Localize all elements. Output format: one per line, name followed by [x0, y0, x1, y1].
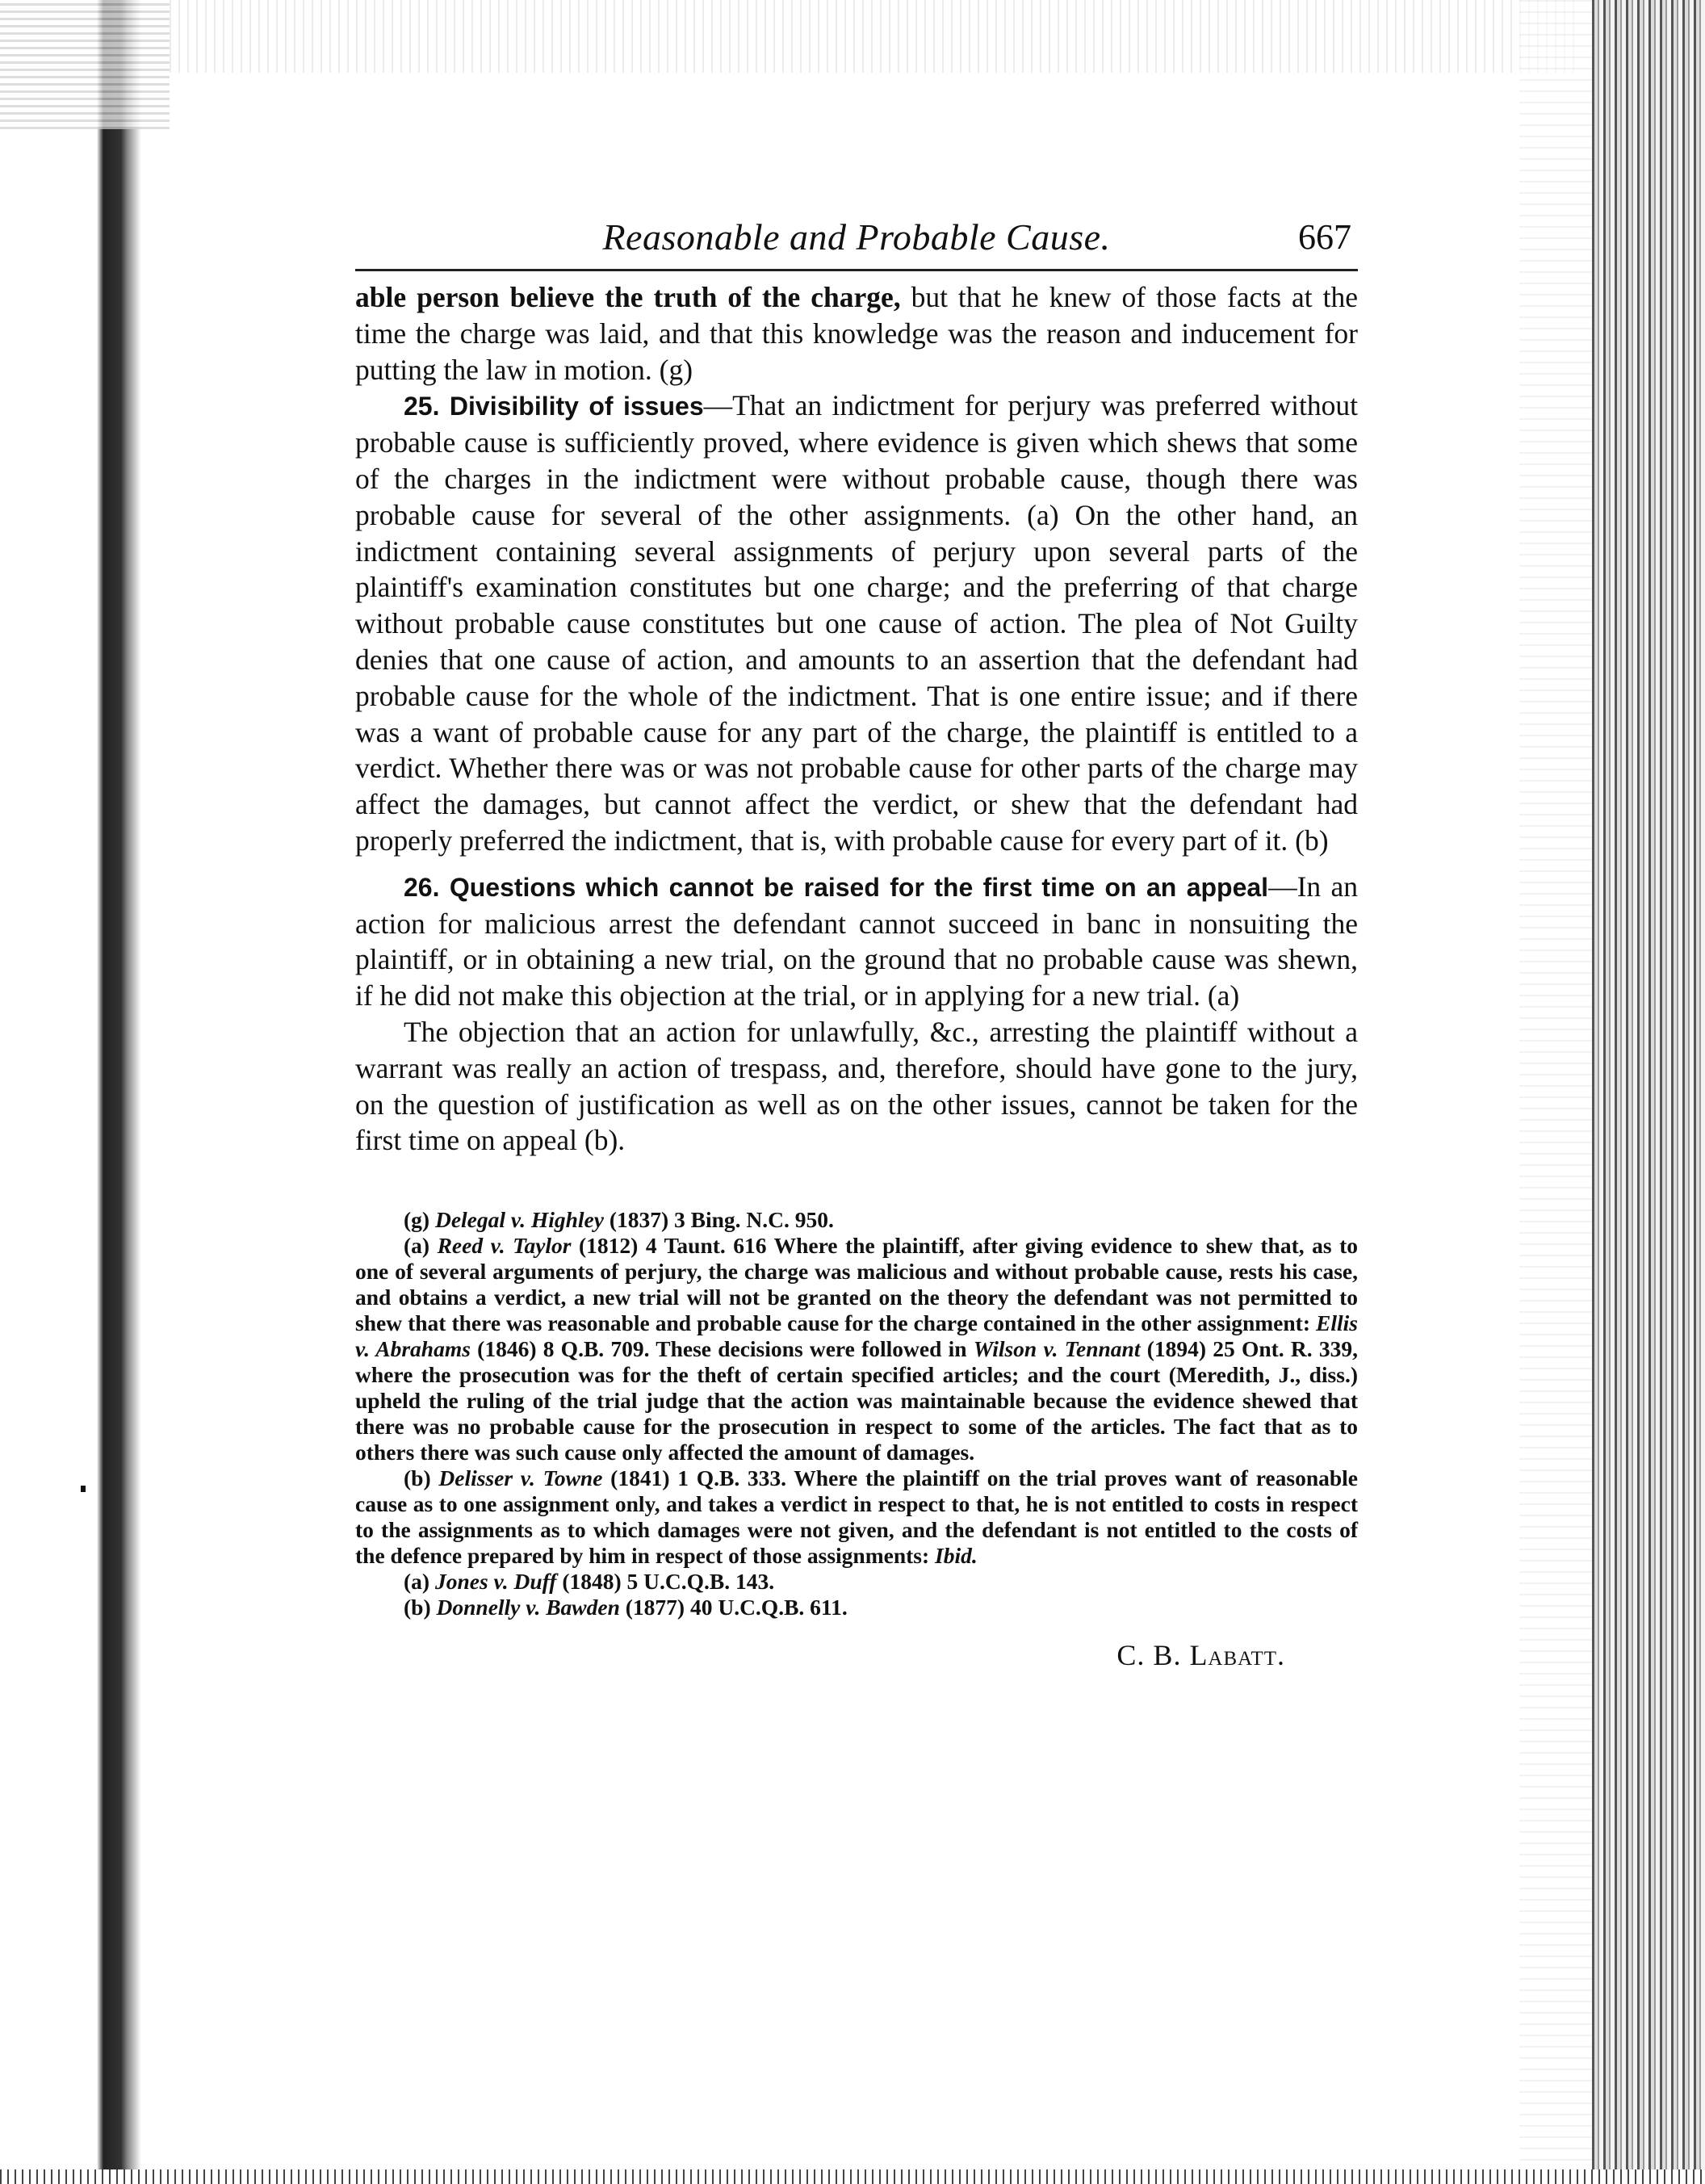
case-name: Wilson v. Tennant	[973, 1336, 1141, 1362]
ibid: Ibid.	[935, 1543, 978, 1569]
case-name: Delisser v. Towne	[438, 1465, 603, 1491]
footnote-text: (1846) 8 Q.B. 709. These decisions were followed in	[470, 1336, 967, 1362]
case-name: Delegal v. Highley	[434, 1207, 604, 1233]
citation: (1812) 4 Taunt. 616	[579, 1233, 767, 1259]
citation: (1848) 5 U.C.Q.B. 143.	[562, 1569, 775, 1595]
case-name: Ellis v. Abrahams	[355, 1310, 1358, 1362]
footnotes	[355, 1207, 1358, 1620]
scan-right-edge-noise	[1519, 0, 1592, 2184]
footnote-label: (b)	[404, 1465, 431, 1491]
section-25-heading: 25. Divisibility of issues	[404, 392, 704, 421]
case-name: Donnelly v. Bawden	[436, 1595, 620, 1620]
footnote-label: (a)	[404, 1569, 430, 1595]
section-26	[355, 869, 1358, 1014]
footnote-text: (1894) 25 Ont. R. 339, where the prosecution was for the theft of certain specified articles; and the court (Meredith, J., diss.) upheld the ruling of the trial judge that the action was maintainable because the evidence shewed that there was no probable cause for the prosecution in respect to some of the articles. The fact that as to others there was such cause only affected the amount of damages.	[355, 1336, 1358, 1465]
scan-left-edge-noise	[0, 0, 170, 129]
paragraph-continuation	[355, 279, 1358, 388]
book-page	[355, 206, 1358, 1672]
citation: (1877) 40 U.C.Q.B. 611.	[625, 1595, 848, 1620]
section-26-text: —In an action for malicious arrest the defendant cannot succeed in banc in nonsuiting the plaintiff, or in obtaining a new trial, on the ground that no probable cause was shewn, if he did not make this objection at the trial, or in applying for a new trial. (a)	[355, 870, 1358, 1012]
scan-left-edge	[0, 0, 170, 2184]
footnote-a2	[355, 1569, 1358, 1595]
margin-mark	[81, 1486, 86, 1492]
section-25-text: —That an indictment for perjury was preferred without probable cause is sufficiently proved, where evidence is given which shews that some of the charges in the indictment were without probable cause, though there was probable cause for several of the other assignments. (a) On the other hand, an indictment containing several assignments of perjury upon several parts of the plaintiff's examination constitutes but one charge; and the preferring of that charge without probable cause constitutes but one cause of action. The plea of Not Guilty denies that one cause of action, and amounts to an assertion that the defendant had probable cause for the whole of the indictment. That is one entire issue; and if there was a want of probable cause for any part of the charge, the plaintiff is entitled to a verdict. Whether there was or was not probable cause for other parts of the charge may affect the damages, but cannot affect the verdict, or shew that the defendant had properly preferred the indictment, that is, with probable cause for every part of it. (b)	[355, 389, 1358, 857]
footnote-b	[355, 1465, 1358, 1569]
body-text	[355, 279, 1358, 1159]
footnote-a	[355, 1233, 1358, 1465]
case-name: Jones v. Duff	[434, 1569, 557, 1595]
page-header	[355, 206, 1358, 271]
footnote-text: (1841) 1 Q.B. 333. Where the plaintiff on the trial proves want of reasonable cause as to one assignment only, and takes a verdict in respect to that, he is not entitled to costs in respect to the assignments as to which damages were not given, and the defendant is not entitled to the costs of the defence prepared by him in respect of those assignments:	[355, 1465, 1359, 1569]
footnote-label: (g)	[404, 1207, 430, 1233]
objection-paragraph: The objection that an action for unlawfully, &c., arresting the plaintiff without a warrant was really an action of trespass, and, therefore, should have gone to the jury, on the question of justification as well as on the other issues, cannot be taken for the first time on appeal (b).	[355, 1015, 1358, 1157]
footnote-g	[355, 1207, 1358, 1233]
footnote-b2	[355, 1595, 1358, 1620]
page-number: 667	[1298, 217, 1351, 257]
case-name: Reed v. Taylor	[437, 1233, 572, 1259]
footnote-text: Where the plaintiff, after giving evidence to shew that, as to one of several arguments of perjury, the charge was malicious and without probable cause, rests his case, and obtains a verdict, a new trial will not be granted on the theory the defendant was not permitted to shew that there was reasonable and probable cause for the charge contained in the other assignment:	[355, 1233, 1359, 1336]
paragraph-continuation-bold: able person believe the truth of the charge,	[355, 281, 901, 313]
footnote-label: (a)	[404, 1233, 430, 1259]
running-title: Reasonable and Probable Cause.	[602, 216, 1111, 258]
citation: (1837) 3 Bing. N.C. 950.	[609, 1207, 834, 1233]
scan-right-edge	[1592, 0, 1705, 2184]
footnote-label: (b)	[404, 1595, 431, 1620]
scan-top-edge	[170, 0, 1574, 73]
scan-bottom-edge	[0, 2169, 1705, 2184]
section-26-heading: 26. Questions which cannot be raised for the first time on an appeal	[404, 872, 1269, 902]
paragraph-continuation-text: but that he knew of those facts at the time the charge was laid, and that this knowledge was the reason and inducement for putting the law in motion. (g)	[355, 281, 1358, 386]
section-25	[355, 388, 1358, 858]
author-signature: C. B. Labatt.	[1116, 1639, 1285, 1672]
